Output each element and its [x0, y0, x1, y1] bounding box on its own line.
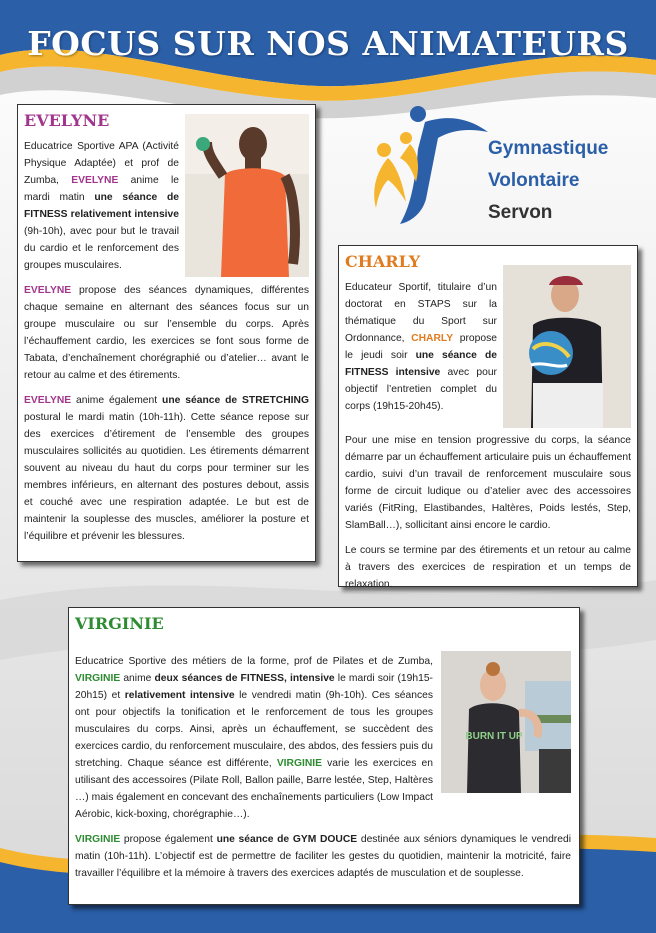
- evelyne-p3-a: anime également: [76, 395, 158, 406]
- charly-p1-name: CHARLY: [411, 333, 454, 344]
- charly-p3: Le cours se termine par des étirements et un retour au calme à travers des exercices de respiration et un temps de relaxation.: [345, 545, 631, 590]
- logo-line3: Servon: [488, 202, 553, 223]
- virginie-p2-c: destinée aux séniors dynamiques le vendredi matin (10h-11h). L’objectif est de permettre de faciliter les gestes du quotidien, maintenir la motricité, faire travailler l’équilibre et la mémoire à travers des exercices adaptés de musculation et de souplesse.: [75, 834, 571, 879]
- charly-p1-b: propose le jeudi soir: [345, 333, 497, 361]
- charly-name: CHARLY: [345, 252, 421, 271]
- virginie-p2-name: VIRGINIE: [75, 834, 121, 845]
- evelyne-p1-name: EVELYNE: [71, 175, 119, 186]
- virginie-p1-c: deux séances de FITNESS, intensive: [154, 673, 335, 684]
- evelyne-p3: [24, 392, 309, 545]
- virginie-name: VIRGINIE: [75, 614, 164, 633]
- evelyne-p1-d: (9h-10h), avec pour but le travail du cardio et le renforcement des groupes musculaires.: [24, 226, 179, 271]
- evelyne-p2-a: propose des séances dynamiques, différentes chaque semaine en alternant des séances focus sur un groupe musculaire ou sur l’ensemble du corps. Après l’échauffement cardio, les exercices se font sous forme de Tabata, d’enchaînement chorégraphié ou d’atelier… avant le retour au calme et des étirements.: [24, 285, 309, 381]
- evelyne-photo: [185, 114, 309, 277]
- virginie-p1-name: VIRGINIE: [75, 673, 121, 684]
- charly-p1-c: une séance de FITNESS intensive: [345, 350, 497, 378]
- logo-line2: Volontaire: [488, 170, 580, 191]
- virginie-p1-f: le vendredi matin (9h-10h). Ces séances ont pour objectifs la tonification et le renforcement de tous les groupes musculaires du corps. Ainsi, après un échauffement, se succèdent des exercices cardio, du renforcement musculaire, des abdos, des fessiers puis du stretching. Chaque séance est différente,: [75, 690, 433, 769]
- evelyne-p3-b: une séance de STRETCHING: [162, 395, 309, 406]
- page-title: FOCUS SUR NOS ANIMATEURS: [27, 24, 629, 63]
- virginie-p1-d: le mardi soir (19h15-20h15) et: [75, 673, 433, 701]
- logo-line1: Gymnastique: [488, 138, 609, 159]
- evelyne-p1-c: une séance de FITNESS relativement intensive: [24, 192, 179, 220]
- virginie-p1-g: varie les exercices en utilisant des accessoires (Pilate Roll, Ballon paille, Barre lestée, Step, Haltères …) mais également en concevant des enchaînements particuliers (Low Impact Aérobic, kick-boxing, chorégraphie…).: [75, 758, 433, 820]
- virginie-p1-e: relativement intensive: [124, 690, 235, 701]
- charly-photo: [503, 265, 631, 428]
- evelyne-p3-name: EVELYNE: [24, 395, 72, 406]
- evelyne-name: EVELYNE: [24, 111, 110, 130]
- virginie-p2: [75, 831, 571, 882]
- virginie-p2-a: propose également: [123, 834, 213, 845]
- charly-p1-a: Educateur Sportif, titulaire d’un doctorat en STAPS sur la thématique du Sport sur Ordonnance,: [345, 282, 497, 344]
- evelyne-p3-c: postural le mardi matin (10h-11h). Cette séance repose sur des exercices d’étirement de l’ensemble des groupes musculaires sollicités au quotidien. Les étirements démarrent souvent au niveau du haut du corps pour terminer sur les membres inférieurs, en alternant des postures debout, assis et couché avec une respiration adaptée. Le but est de maintenir la souplesse des muscles, améliorer la posture et l’équilibre et prévenir les blessures.: [24, 412, 309, 542]
- evelyne-p1-a: Educatrice Sportive APA (Activité Physique Adaptée) et prof de Zumba,: [24, 141, 179, 186]
- evelyne-p1-b: anime le mardi matin: [24, 175, 179, 203]
- virginie-p1-a: Educatrice Sportive des métiers de la forme, prof de Pilates et de Zumba,: [75, 656, 433, 667]
- virginie-p1-b: anime: [123, 673, 152, 684]
- card-virginie: [68, 607, 580, 905]
- virginie-photo: [441, 651, 571, 793]
- charly-p1-d: avec pour objectif l’entretien complet du corps (19h15-20h45).: [345, 367, 497, 412]
- gv-logo: [370, 104, 620, 230]
- charly-p2: Pour une mise en tension progressive du corps, la séance démarre par un échauffement articulaire puis un échauffement cardio, suivi d’un travail de renforcement musculaire sous forme de circuit ludique ou d’atelier avec des accessoires variés (FitRing, Elastibandes, Haltères, Poids lestés, Step, SlamBall…), sollicitant ainsi encore le cardio.: [345, 435, 631, 531]
- virginie-p2-b: une séance de GYM DOUCE: [216, 834, 358, 845]
- gv-logo-icon: [370, 104, 490, 230]
- evelyne-p2-name: EVELYNE: [24, 285, 72, 296]
- virginie-p1-name2: VIRGINIE: [276, 758, 323, 769]
- card-charly: [338, 245, 638, 590]
- evelyne-p2: [24, 282, 309, 384]
- virginie-shirt-text: BURN IT UP: [465, 731, 523, 742]
- card-evelyne: [17, 104, 316, 562]
